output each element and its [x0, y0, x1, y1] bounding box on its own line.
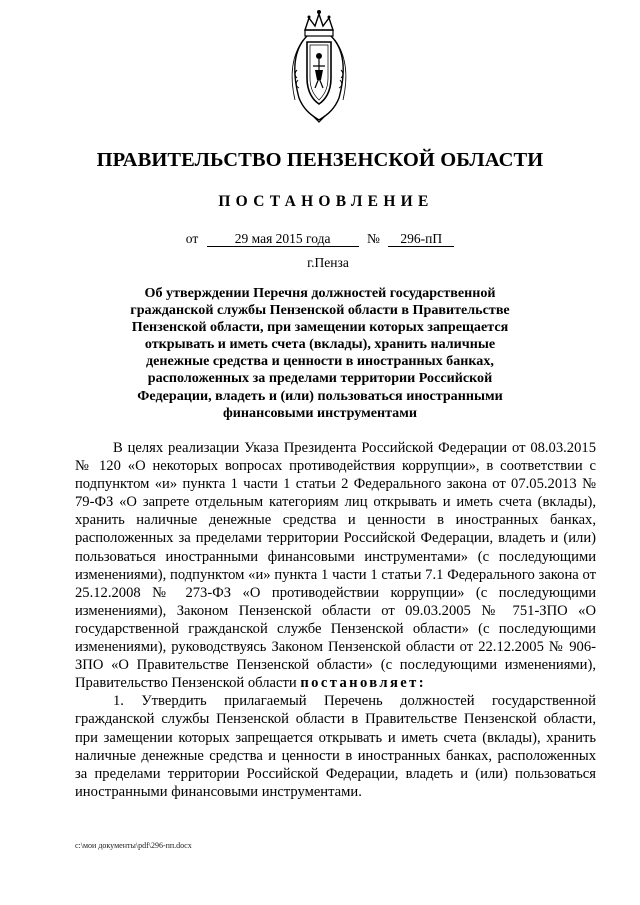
body-paragraph-2: 1. Утвердить прилагаемый Перечень должностей государственной гражданской службы Пензенской области в Правительстве Пензенской области, при замещении которых запрещается открывать и иметь счета (вклады), хранить наличные денежные средства и ценности в иностранных банках, расположенных за пределами территории Российской Федерации, владеть и (или) пользоваться иностранными финансовыми инструментами.	[75, 693, 596, 800]
number-prefix: №	[366, 231, 380, 246]
body-paragraph-1	[75, 439, 596, 692]
decree-subject: Об утверждении Перечня должностей государственной гражданской службы Пензенской области в Правительстве Пензенской области, при замещении которых запрещается открывать и иметь счета (вклады), хранить наличные денежные средства и ценности в иностранных банках, расположенных за пределами территории Российской Федерации, владеть и (или) пользоваться иностранными финансовыми инструментами	[130, 285, 510, 421]
document-type: ПОСТАНОВЛЕНИЕ	[218, 193, 434, 210]
city: г.Пенза	[307, 255, 349, 270]
date-prefix: от	[185, 231, 199, 246]
decree-body	[75, 439, 596, 801]
decree-word: постановляет:	[300, 675, 426, 692]
file-path-footer: c:\мои документы\pdf\296-пп.docx	[75, 841, 192, 850]
date-number-line	[0, 231, 640, 247]
government-title: ПРАВИТЕЛЬСТВО ПЕНЗЕНСКОЙ ОБЛАСТИ	[96, 149, 544, 171]
paragraph-1-text: В целях реализации Указа Президента Российской Федерации от 08.03.2015 № 120 «О некоторых вопросах противодействия коррупции», в соответствии с подпунктом «и» пункта 1 части 1 статьи 2 Федерального закона от 07.05.2013 № 79-ФЗ «О запрете отдельным категориям лиц открывать и иметь счета (вклады), хранить наличные денежные средства и ценности в иностранных банках, расположенных за пределами территории Российской Федерации, владеть и (или) пользоваться иностранными финансовыми инструментами» (с последующими изменениями), подпунктом «и» пункта 1 части 1 статьи 7.1 Федерального закона от 25.12.2008 № 273-ФЗ «О противодействии коррупции» (с последующими изменениями), Законом Пензенской области от 09.03.2005 № 751-ЗПО «О государственной гражданской службе Пензенской области» (с последующими изменениями), руководствуясь Законом Пензенской области от 22.12.2005 № 906-ЗПО «О Правительстве Пензенской области» (с последующими изменениями), Правительство Пензенской области	[75, 440, 596, 692]
decree-number: 296-пП	[388, 231, 454, 247]
coat-of-arms-icon	[285, 8, 353, 124]
decree-date: 29 мая 2015 года	[207, 231, 359, 247]
